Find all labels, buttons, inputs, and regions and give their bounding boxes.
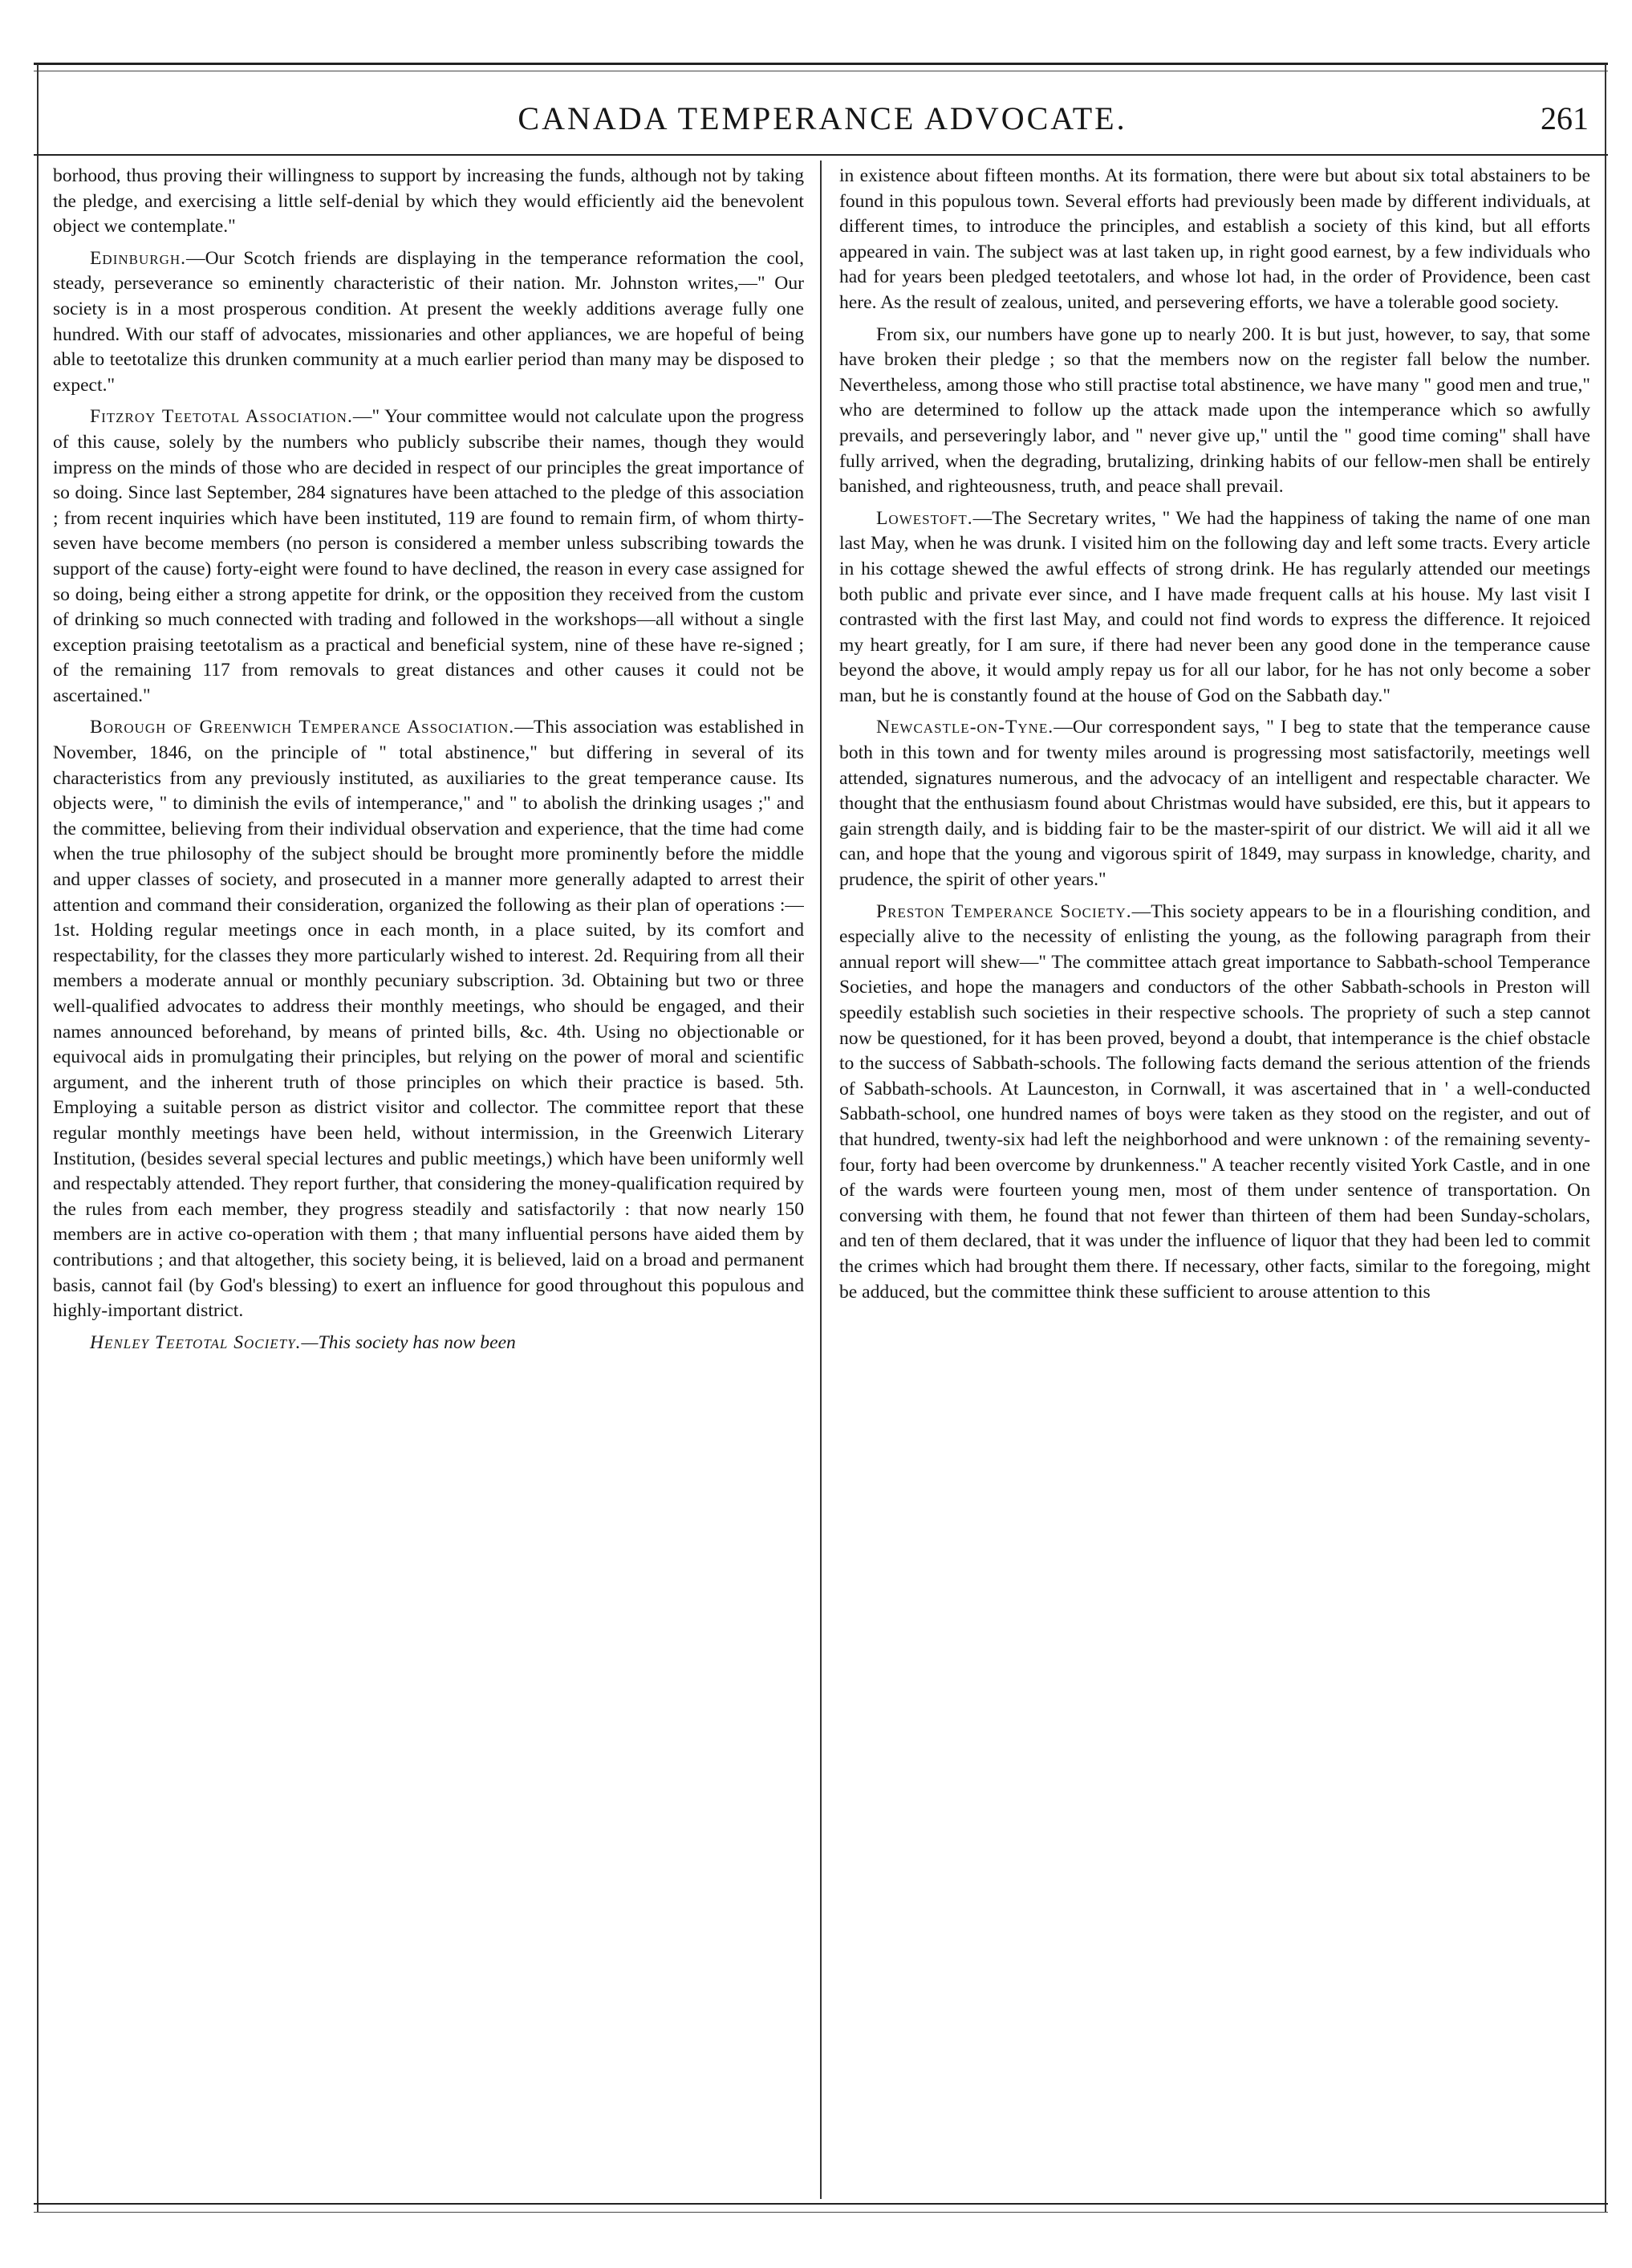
article-paragraph xyxy=(839,715,1590,892)
left-border-rule xyxy=(37,64,39,2212)
article-paragraph xyxy=(839,506,1590,709)
paragraph-heading: Lowestoft. xyxy=(876,507,973,529)
bottom-border-rule-thin xyxy=(34,2212,1608,2213)
column-divider xyxy=(820,161,822,2199)
paragraph-body: —This association was established in November, 1846, on the principle of " total abstinence," but differing in several of its characteristics from any previously instituted, as auxiliaries to the great temperance cause. Its objects were, " to diminish the evils of intemperance," and " to abolish the drinking usages ;" and the committee, believing from their individual observation and experience, that the time had come when the true philosophy of the subject should be brought more prominently before the middle and upper classes of society, and prosecuted in a manner more generally adapted to arrest their attention and command their consideration, organized the following as their plan of operations :—1st. Holding regular meetings once in each month, in a place suited, by its comfort and respectability, for the classes they more particularly wished to interest. 2d. Requiring from all their members a moderate annual or monthly pecuniary subscription. 3d. Obtaining but two or three well-qualified advocates to address their monthly meetings, who should be engaged, and their names announced beforehand, by means of printed bills, &c. 4th. Using no objectionable or equivocal aids in promulgating their principles, but relying on the power of moral and scientific argument, and the inherent truth of those principles on which their practice is based. 5th. Employing a suitable person as district visitor and collector. The committee report that these regular monthly meetings have been held, without intermission, in the Greenwich Literary Institution, (besides several special lectures and public meetings,) which have been uniformly well and respectably attended. They report further, that considering the money-qualification required by the rules from each member, they progress steadily and satisfactorily : that now nearly 150 members are in active co-operation with them ; that many influential persons have aided them by contributions ; and that altogether, this society being, it is believed, laid on a broad and permanent basis, cannot fail (by God's blessing) to exert an influence for good throughout this populous and highly-important district. xyxy=(53,717,804,1322)
top-border-rule xyxy=(34,63,1608,65)
article-paragraph xyxy=(53,164,804,240)
article-paragraph xyxy=(839,900,1590,1306)
paragraph-heading: Newcastle-on-Tyne. xyxy=(876,717,1054,738)
paragraph-heading: Borough of Greenwich Temperance Association. xyxy=(90,717,515,738)
paragraph-heading: Edinburgh. xyxy=(90,247,187,269)
article-paragraph xyxy=(53,1331,804,1356)
article-paragraph xyxy=(839,323,1590,500)
article-paragraph xyxy=(839,164,1590,316)
right-border-rule xyxy=(1605,64,1606,2212)
paragraph-body: in existence about fifteen months. At its formation, there were but about six total abstainers to be found in this populous town. Several efforts had previously been made by different individuals, at different times, to introduce the principles, and establish a society of this kind, but all efforts appeared in vain. The subject was at last taken up, in right good earnest, by a few individuals who had for years been pledged teetotalers, and whose lot had, in the order of Providence, been cast here. As the result of zealous, united, and persevering efforts, we have a tolerable good society. xyxy=(839,165,1590,313)
page-title: CANADA TEMPERANCE ADVOCATE. xyxy=(518,100,1127,136)
paragraph-body: —Our Scotch friends are displaying in the temperance reformation the cool, steady, perseverance so eminently characteristic of their nation. Mr. Johnston writes,—" Our society is in a most prosperous condition. At present the weekly additions average fully one hundred. With our staff of advocates, missionaries and other appliances, we are hopeful of being able to teetotalize this drunken community at a much earlier period than many may be disposed to expect." xyxy=(53,247,804,396)
article-paragraph xyxy=(53,404,804,709)
header-rule xyxy=(34,154,1608,156)
paragraph-body: —This society has now been xyxy=(301,1331,516,1353)
bottom-border-rule xyxy=(34,2203,1608,2205)
paragraph-body: —The Secretary writes, " We had the happiness of taking the name of one man last May, when he was drunk. I visited him on the following day and left some tracts. Every article in his cottage shewed the awful effects of strong drink. He has regularly attended our meetings both public and private ever since, and I have made frequent calls at his house. My last visit I contrasted with the first last May, and could not find words to express the difference. It rejoiced my heart greatly, for I am sure, if there had never been any good done in the temperance cause beyond the above, it would amply repay us for all our labor, for he has not only become a sober man, but he is constantly found at the house of God on the Sabbath day." xyxy=(839,507,1590,706)
paragraph-heading: Fitzroy Teetotal Association. xyxy=(90,406,353,428)
article-paragraph xyxy=(53,246,804,399)
paragraph-heading: Henley Teetotal Society. xyxy=(90,1331,302,1353)
paragraph-body: —" Your committee would not calculate upon the progress of this cause, solely by the numbers who publicly subscribe their names, though they would impress on the minds of those who are decided in respect of our principles the great importance of so doing. Since last September, 284 signatures have been attached to the pledge of this association ; from recent inquiries which have been instituted, 119 are found to remain firm, of whom thirty-seven have become members (no person is considered a member unless subscribing towards the support of the cause) forty-eight were found to have declined, the reason in every case assigned for so doing, being either a strong appetite for drink, or the opposition they received from the custom of drinking so much connected with trading and followed in the workshops—all without a single exception praising teetotalism as a practical and beneficial system, nine of these have re-signed ; of the remaining 117 from removals to great distances and other causes it could not be ascertained." xyxy=(53,406,804,706)
article-paragraph xyxy=(53,715,804,1323)
paragraph-heading: Preston Temperance Society. xyxy=(876,900,1132,922)
paragraph-body: —This society appears to be in a flourishing condition, and especially alive to the necessity of enlisting the young, as the following paragraph from their annual report will shew—" The committee attach great importance to Sabbath-school Temperance Societies, and hope the managers and conductors of the other Sabbath-schools in Preston will speedily establish such societies in their respective schools. The propriety of such a step cannot now be questioned, for it has been proved, beyond a doubt, that intemperance is the chief obstacle to the success of Sabbath-schools. The following facts demand the serious attention of the friends of Sabbath-schools. At Launceston, in Cornwall, it was ascertained that in ' a well-conducted Sabbath-school, one hundred names of boys were taken as they stood on the register, and out of that hundred, twenty-six had left the neighborhood and were unknown : of the remaining seventy-four, forty had been overcome by drunkenness." A teacher recently visited York Castle, and in one of the wards were fourteen young men, most of them under sentence of transportation. On conversing with them, he found that not fewer than thirteen of them had been Sunday-scholars, and ten of them declared, that it was under the influence of liquor that they had been led to commit the crimes which had brought them there. If necessary, other facts, similar to the foregoing, might be adduced, but the committee think these sufficient to arouse attention to this xyxy=(839,900,1590,1303)
page-number: 261 xyxy=(1541,100,1589,136)
left-column xyxy=(53,164,804,2196)
paragraph-body: —Our correspondent says, " I beg to state that the temperance cause both in this town and for twenty miles around is progressing most satisfactorily, meetings well attended, signatures numerous, and the advocacy of an intelligent and respectable character. We thought that the enthusiasm found about Christmas would have subsided, ere this, but it appears to gain strength daily, and is bidding fair to be the master-spirit of our district. We will aid it all we can, and hope that the young and vigorous spirit of 1849, may surpass in knowledge, charity, and prudence, the spirit of other years." xyxy=(839,717,1590,891)
right-column xyxy=(839,164,1590,2196)
running-head xyxy=(48,100,1597,144)
paragraph-body: From six, our numbers have gone up to nearly 200. It is but just, however, to say, that some have broken their pledge ; so that the members now on the register fall below the number. Nevertheless, among those who still practise total abstinence, we have many " good men and true," who are determined to follow up the attack made upon the intemperance which so awfully prevails, and perseveringly labor, and " never give up," until the " good time coming" shall have fully arrived, when the degrading, brutalizing, drinking habits of our fellow-men shall be entirely banished, and righteousness, truth, and peace shall prevail. xyxy=(839,323,1590,498)
paragraph-body: borhood, thus proving their willingness to support by increasing the funds, although not by taking the pledge, and exercising a little self-denial by which they would efficiently aid the benevolent object we contemplate." xyxy=(53,165,804,238)
